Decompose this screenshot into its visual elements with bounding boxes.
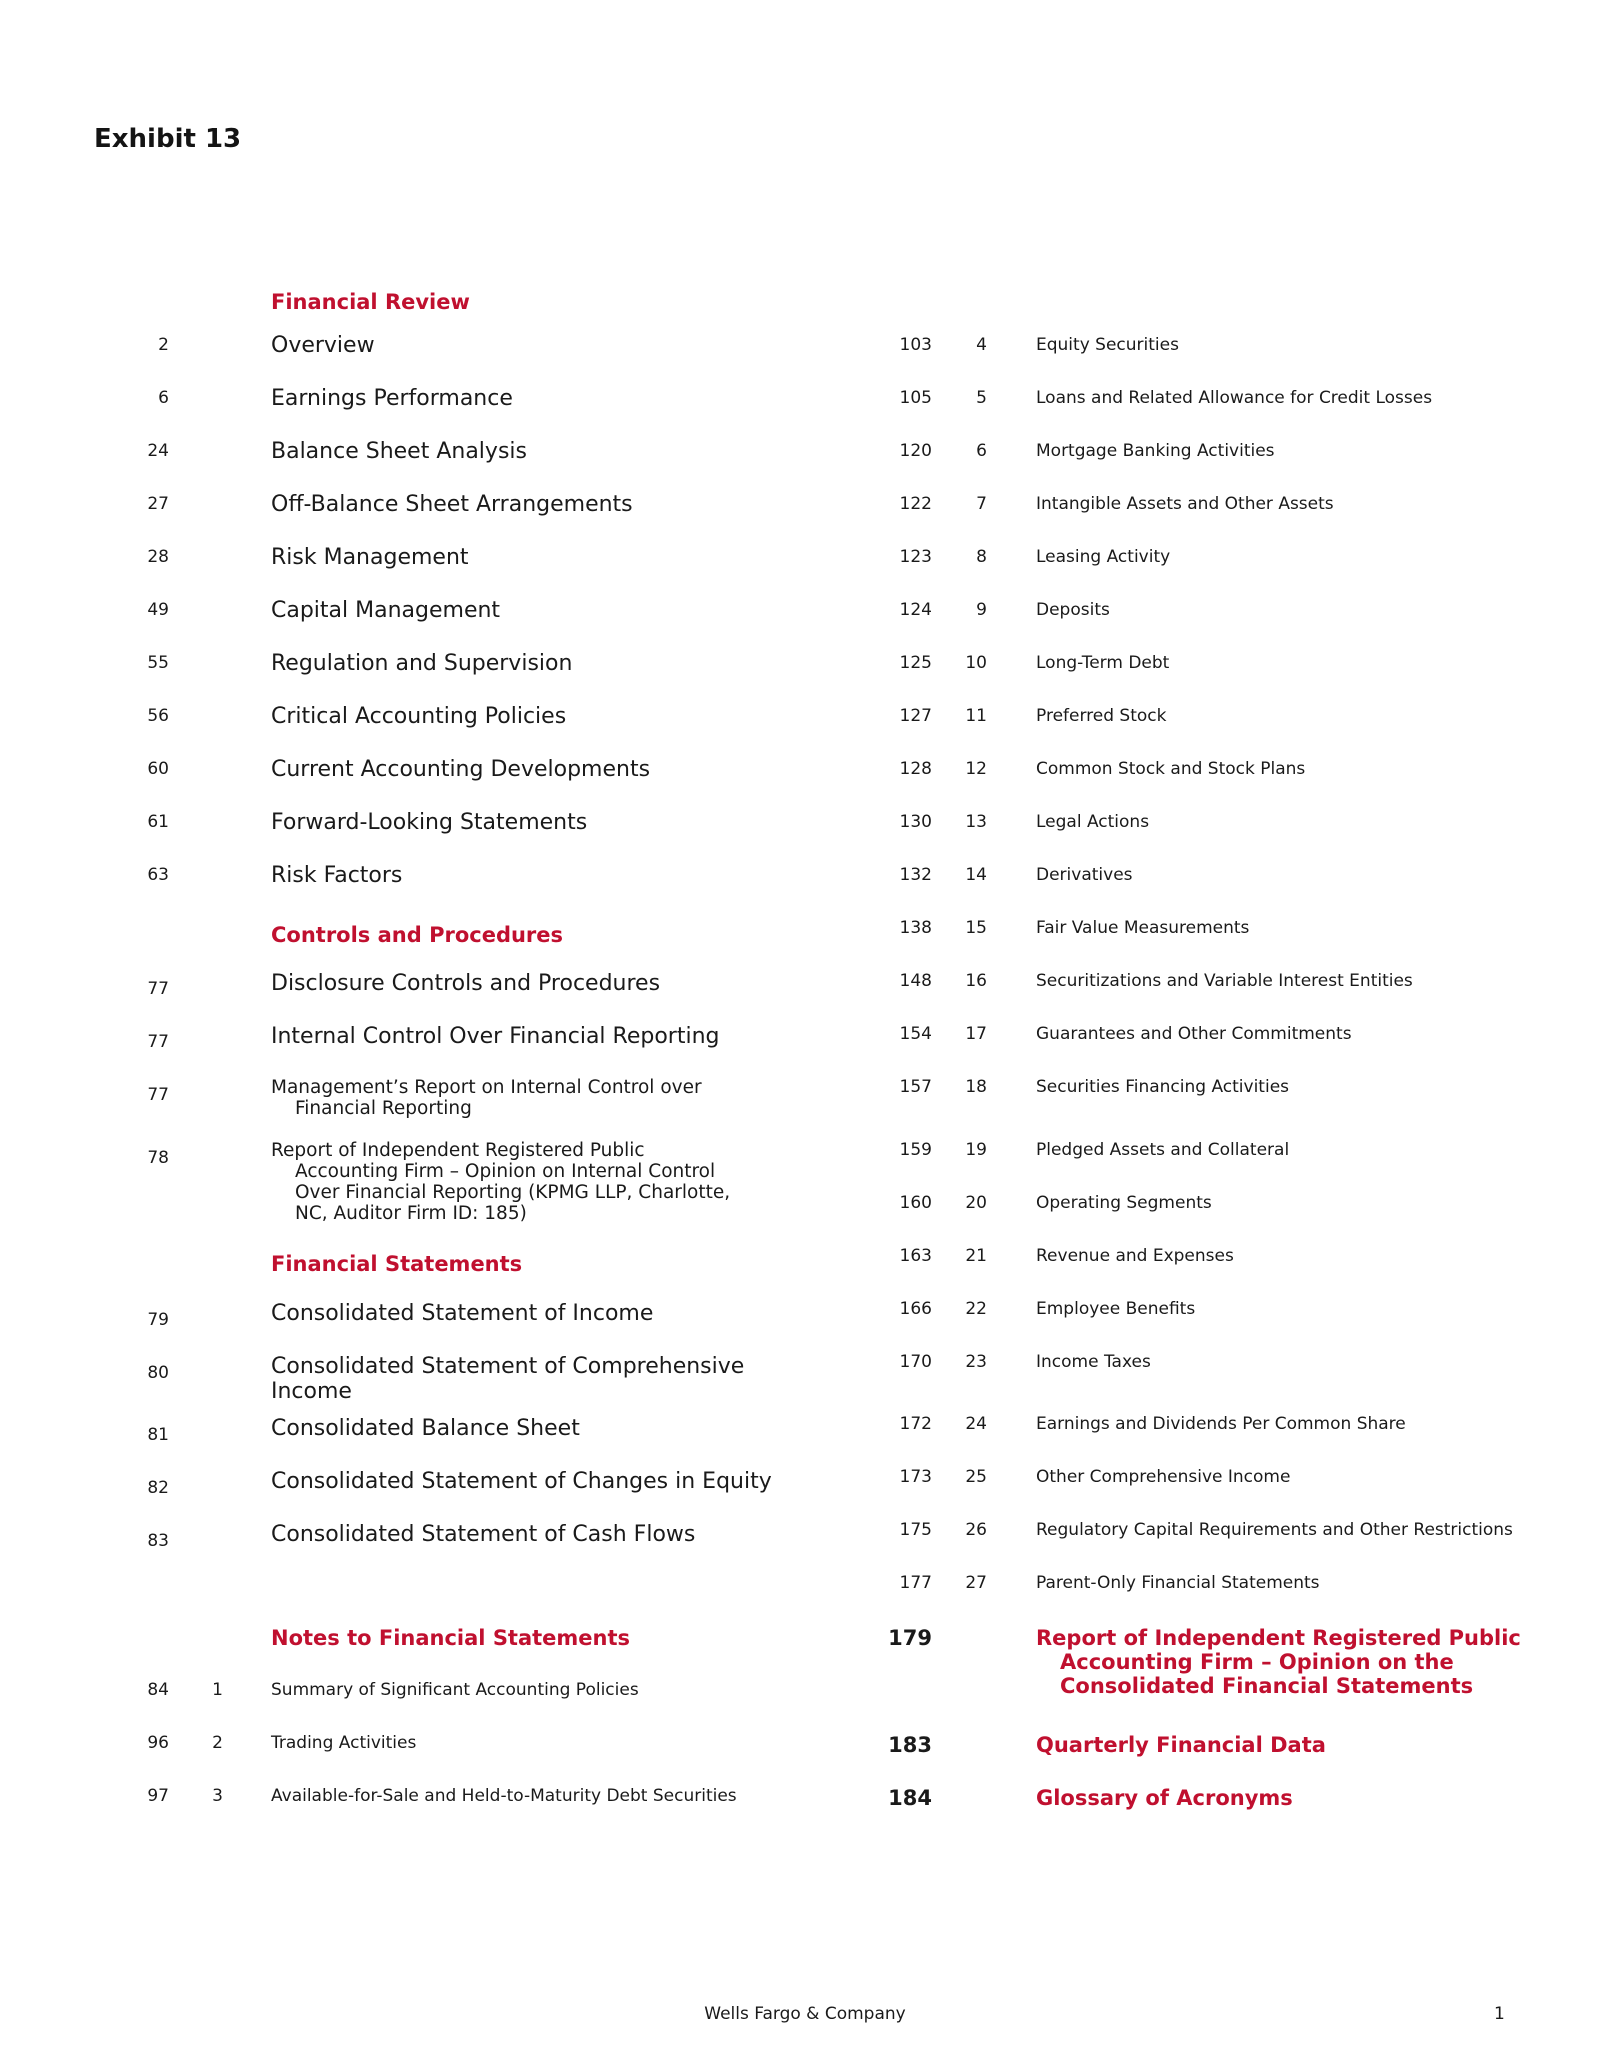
- toc-link-note-21[interactable]: Revenue and Expenses: [1036, 1246, 1234, 1266]
- toc-link-note-3[interactable]: Available-for-Sale and Held-to-Maturity Debt Securities: [271, 1786, 737, 1806]
- toc-page: 27: [147, 494, 169, 514]
- toc-page: 132: [899, 865, 932, 885]
- toc-note-number: 3: [212, 1786, 223, 1806]
- toc-note-number: 24: [965, 1414, 987, 1434]
- section-heading-financial-statements: Financial Statements: [271, 1252, 523, 1276]
- toc-note-number: 8: [976, 547, 987, 567]
- toc-link-note-22[interactable]: Employee Benefits: [1036, 1299, 1196, 1319]
- toc-page: 78: [147, 1148, 169, 1168]
- toc-link-note-2[interactable]: Trading Activities: [271, 1733, 417, 1753]
- section-heading-financial-review: Financial Review: [271, 290, 470, 314]
- toc-page: 79: [147, 1310, 169, 1330]
- toc-page: 128: [899, 759, 932, 779]
- toc-note-number: 27: [965, 1573, 987, 1593]
- toc-page: 82: [147, 1478, 169, 1498]
- toc-link-note-8[interactable]: Leasing Activity: [1036, 547, 1171, 567]
- toc-note-number: 16: [965, 971, 987, 991]
- toc-link-note-20[interactable]: Operating Segments: [1036, 1193, 1212, 1213]
- toc-page: 96: [147, 1733, 169, 1753]
- toc-link-note-4[interactable]: Equity Securities: [1036, 335, 1179, 355]
- toc-link-quarterly-data[interactable]: Quarterly Financial Data: [1036, 1733, 1326, 1757]
- toc-link-earnings-performance[interactable]: Earnings Performance: [271, 386, 513, 411]
- toc-note-number: 17: [965, 1024, 987, 1044]
- toc-note-number: 7: [976, 494, 987, 514]
- toc-page: 123: [899, 547, 932, 567]
- toc-link-note-5[interactable]: Loans and Related Allowance for Credit Losses: [1036, 388, 1433, 408]
- toc-note-number: 4: [976, 335, 987, 355]
- toc-link-note-16[interactable]: Securitizations and Variable Interest Entities: [1036, 971, 1413, 991]
- toc-page: 2: [158, 335, 169, 355]
- toc-line: Over Financial Reporting (KPMG LLP, Charlotte,: [295, 1182, 731, 1203]
- toc-line: Accounting Firm – Opinion on the: [1060, 1650, 1454, 1674]
- toc-link-note-18[interactable]: Securities Financing Activities: [1036, 1077, 1290, 1097]
- page-number: 1: [1494, 2004, 1505, 2024]
- toc-page: 159: [899, 1140, 932, 1160]
- toc-link-regulation[interactable]: Regulation and Supervision: [271, 651, 573, 676]
- toc-link-comprehensive-income[interactable]: [271, 1354, 744, 1404]
- toc-page: 49: [147, 600, 169, 620]
- toc-page: 28: [147, 547, 169, 567]
- toc-note-number: 19: [965, 1140, 987, 1160]
- toc-page: 61: [147, 812, 169, 832]
- toc-note-number: 18: [965, 1077, 987, 1097]
- toc-page: 166: [899, 1299, 932, 1319]
- toc-link-critical-accounting[interactable]: Critical Accounting Policies: [271, 704, 567, 729]
- toc-page: 172: [899, 1414, 932, 1434]
- toc-note-number: 2: [212, 1733, 223, 1753]
- toc-page: 63: [147, 865, 169, 885]
- toc-line: Consolidated Financial Statements: [1060, 1674, 1474, 1698]
- toc-note-number: 6: [976, 441, 987, 461]
- toc-link-note-19[interactable]: Pledged Assets and Collateral: [1036, 1140, 1290, 1160]
- toc-line: Report of Independent Registered Public: [1036, 1626, 1521, 1650]
- toc-page: 127: [899, 706, 932, 726]
- toc-link-note-25[interactable]: Other Comprehensive Income: [1036, 1467, 1291, 1487]
- toc-note-number: 26: [965, 1520, 987, 1540]
- toc-note-number: 20: [965, 1193, 987, 1213]
- toc-note-number: 9: [976, 600, 987, 620]
- toc-link-overview[interactable]: Overview: [271, 333, 375, 358]
- toc-note-number: 23: [965, 1352, 987, 1372]
- toc-link-note-15[interactable]: Fair Value Measurements: [1036, 918, 1250, 938]
- toc-link-note-14[interactable]: Derivatives: [1036, 865, 1133, 885]
- toc-link-statement-income[interactable]: Consolidated Statement of Income: [271, 1301, 654, 1326]
- toc-link-current-accounting[interactable]: Current Accounting Developments: [271, 757, 651, 782]
- toc-link-risk-management[interactable]: Risk Management: [271, 545, 469, 570]
- toc-page: 148: [899, 971, 932, 991]
- toc-page: 77: [147, 1032, 169, 1052]
- toc-note-number: 12: [965, 759, 987, 779]
- toc-page: 184: [888, 1786, 932, 1810]
- toc-link-kpmg-report-icfr[interactable]: [271, 1140, 730, 1224]
- toc-page: 160: [899, 1193, 932, 1213]
- toc-link-disclosure-controls[interactable]: Disclosure Controls and Procedures: [271, 971, 661, 996]
- toc-note-number: 11: [965, 706, 987, 726]
- toc-link-note-7[interactable]: Intangible Assets and Other Assets: [1036, 494, 1334, 514]
- exhibit-title: Exhibit 13: [94, 124, 242, 154]
- toc-page: 125: [899, 653, 932, 673]
- toc-link-note-12[interactable]: Common Stock and Stock Plans: [1036, 759, 1306, 779]
- toc-link-cash-flows[interactable]: Consolidated Statement of Cash Flows: [271, 1522, 696, 1547]
- toc-page: 24: [147, 441, 169, 461]
- toc-page: 55: [147, 653, 169, 673]
- toc-page: 83: [147, 1531, 169, 1551]
- toc-page: 81: [147, 1425, 169, 1445]
- toc-link-forward-looking[interactable]: Forward-Looking Statements: [271, 810, 588, 835]
- toc-page: 77: [147, 1085, 169, 1105]
- toc-page: 175: [899, 1520, 932, 1540]
- toc-link-kpmg-report-financial-statements[interactable]: [1036, 1626, 1521, 1698]
- section-heading-notes: Notes to Financial Statements: [271, 1626, 631, 1650]
- toc-page: 154: [899, 1024, 932, 1044]
- toc-page: 80: [147, 1363, 169, 1383]
- toc-link-note-6[interactable]: Mortgage Banking Activities: [1036, 441, 1275, 461]
- toc-page: 103: [899, 335, 932, 355]
- toc-link-note-27[interactable]: Parent-Only Financial Statements: [1036, 1573, 1320, 1593]
- toc-page: 170: [899, 1352, 932, 1372]
- toc-link-balance-sheet[interactable]: Consolidated Balance Sheet: [271, 1416, 580, 1441]
- toc-link-off-balance-sheet[interactable]: Off-Balance Sheet Arrangements: [271, 492, 633, 517]
- toc-line: Income: [271, 1379, 352, 1404]
- toc-page: 122: [899, 494, 932, 514]
- toc-link-management-report[interactable]: [271, 1077, 702, 1119]
- toc-note-number: 13: [965, 812, 987, 832]
- toc-page: 124: [899, 600, 932, 620]
- toc-page: 163: [899, 1246, 932, 1266]
- toc-note-number: 22: [965, 1299, 987, 1319]
- toc-note-number: 10: [965, 653, 987, 673]
- toc-page: 84: [147, 1680, 169, 1700]
- toc-link-capital-management[interactable]: Capital Management: [271, 598, 501, 623]
- toc-line: Management’s Report on Internal Control over: [271, 1077, 702, 1098]
- toc-link-glossary[interactable]: Glossary of Acronyms: [1036, 1786, 1293, 1810]
- toc-link-note-10[interactable]: Long-Term Debt: [1036, 653, 1170, 673]
- toc-note-number: 1: [212, 1680, 223, 1700]
- section-heading-controls: Controls and Procedures: [271, 923, 564, 947]
- toc-link-balance-sheet-analysis[interactable]: Balance Sheet Analysis: [271, 439, 527, 464]
- toc-page: 179: [888, 1626, 932, 1650]
- toc-page: 177: [899, 1573, 932, 1593]
- toc-page: 120: [899, 441, 932, 461]
- toc-link-note-24[interactable]: Earnings and Dividends Per Common Share: [1036, 1414, 1406, 1434]
- toc-note-number: 5: [976, 388, 987, 408]
- toc-page: 157: [899, 1077, 932, 1097]
- toc-link-note-11[interactable]: Preferred Stock: [1036, 706, 1167, 726]
- toc-page: 183: [888, 1733, 932, 1757]
- toc-link-changes-equity[interactable]: Consolidated Statement of Changes in Equity: [271, 1469, 772, 1494]
- toc-link-risk-factors[interactable]: Risk Factors: [271, 863, 403, 888]
- toc-link-note-13[interactable]: Legal Actions: [1036, 812, 1150, 832]
- toc-page: 173: [899, 1467, 932, 1487]
- toc-line: Financial Reporting: [295, 1098, 472, 1119]
- toc-note-number: 15: [965, 918, 987, 938]
- toc-page: 56: [147, 706, 169, 726]
- toc-link-note-26[interactable]: Regulatory Capital Requirements and Other Restrictions: [1036, 1520, 1513, 1540]
- toc-link-note-9[interactable]: Deposits: [1036, 600, 1110, 620]
- toc-page: 105: [899, 388, 932, 408]
- toc-note-number: 25: [965, 1467, 987, 1487]
- footer-company: Wells Fargo & Company: [704, 2004, 906, 2024]
- toc-page: 97: [147, 1786, 169, 1806]
- toc-line: Report of Independent Registered Public: [271, 1140, 645, 1161]
- toc-page: 6: [158, 388, 169, 408]
- toc-page: 60: [147, 759, 169, 779]
- toc-page: 138: [899, 918, 932, 938]
- toc-page: 130: [899, 812, 932, 832]
- toc-link-note-23[interactable]: Income Taxes: [1036, 1352, 1151, 1372]
- toc-page: 77: [147, 979, 169, 999]
- toc-note-number: 14: [965, 865, 987, 885]
- toc-link-note-1[interactable]: Summary of Significant Accounting Policies: [271, 1680, 639, 1700]
- toc-link-internal-control[interactable]: Internal Control Over Financial Reporting: [271, 1024, 720, 1049]
- toc-link-note-17[interactable]: Guarantees and Other Commitments: [1036, 1024, 1352, 1044]
- toc-line: NC, Auditor Firm ID: 185): [295, 1203, 527, 1224]
- toc-note-number: 21: [965, 1246, 987, 1266]
- toc-line: Consolidated Statement of Comprehensive: [271, 1354, 745, 1379]
- toc-line: Accounting Firm – Opinion on Internal Control: [295, 1161, 716, 1182]
